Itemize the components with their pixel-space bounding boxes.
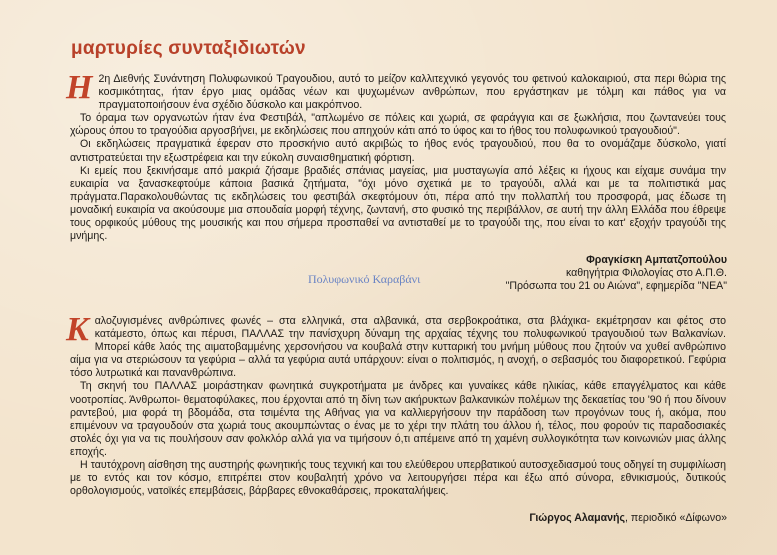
signature-2-name: Γιώργος Αλαμανής <box>529 512 625 524</box>
article-1-paragraph-2: Το όραμα των οργανωτών ήταν ένα Φεστιβάλ, "απλωμένο σε πόλεις και χωριά, σε φαράγγια και σε ξωκλήσια, που ζωντανεύει τους χώρους όπου το τραγούδια αργοσβήνει, με εκδηλώσεις που απηχούν κάτι από το ύφος και το ήθος του πολυφωνικού τραγουδιού". <box>70 112 726 138</box>
signature-2 <box>529 512 727 525</box>
article-2-paragraph-1-text: αλοζυγισμένες ανθρώπινες φωνές – στα ελληνικά, στα αλβανικά, στα σερβοκροάτικα, στα βλάχικα- εκμέτρησαν και φέτος στο κατάμεστο, όπως και πέρυσι, ΠΑΛΛΑΣ την πανίσχυρη δύναμη της αρχαίας τέχνης του πολυφωνικού τραγουδιού των Βαλκανίων. Μπορεί κάθε λαός της αιματοβαμμένης χερσονήσου να κουβαλά στην κυτταρική του μνήμη μύθους που ζητούν να χυθεί ανθρώπινο αίμα για να στεριώσουν τα γεφύρια – αλλά τα γεφύρια αυτά υπάρχουν: είναι ο πολιτισμός, η ανοχή, ο σεβασμός του διαφορετικού. Γεφύρια τόσο λυτρωτικά και πανανθρώπινα. <box>70 315 726 380</box>
article-2 <box>66 311 726 498</box>
dropcap-2: Κ <box>66 311 89 348</box>
signature-1-source: "Πρόσωπα του 21 ου Αιώνα", εφημερίδα "ΝΕΑ" <box>505 280 727 292</box>
signature-1 <box>506 254 727 293</box>
article-2-paragraph-3: Η ταυτόχρονη αίσθηση της αυστηρής φωνητικής τους τεχνική και του ελεύθερου υπερβατικού αυτοσχεδιασμού τους οδηγεί τη συμφιλίωση με το εντός και τον κόσμο, επιτρέπει στον κουβαλητή χρόνο να λειτουργήσει πέρα και έξω από σύνορα, εθνικισμούς, δυτικούς ορθολογισμούς, νατοϊκές επεμβάσεις, βάρβαρες εθνοκαθάρσεις, προκαταλήψεις. <box>70 459 726 498</box>
signature-1-title: καθηγήτρια Φιλολογίας στο Α.Π.Θ. <box>566 267 727 279</box>
signature-1-name: Φραγκίσκη Αμπατζοπούλου <box>586 254 727 266</box>
article-1-paragraph-3: Οι εκδηλώσεις πραγματικά έφεραν στο προσκήνιο αυτό ακριβώς το ήθος ενός τραγουδιού, που θα το ονομάζαμε δύσκολο, γιατί αντιστρατεύεται την εξωστρέφεια και την εύκολη συναισθηματική φόρτιση. <box>70 138 726 164</box>
section-title: μαρτυρίες συνταξιδιωτών <box>71 38 306 59</box>
article-2-paragraph-1 <box>66 311 726 380</box>
dropcap-1: Η <box>66 69 93 106</box>
watermark-label: Πολυφωνικό Καραβάνι <box>308 272 421 286</box>
article-1-paragraph-1-text: 2η Διεθνής Συνάντηση Πολυφωνικού Τραγουδιου, αυτό το μείζον καλλιτεχνικό γεγονός του φετινού καλοκαιριού, στα περι θώρια της κοσμικότητας, ήταν έργο μιας ομάδας νέων και ψυχωμένων ανθρώπων, που εργάστηκαν με τόλμη και πάθος για να πραγματοποιήσουν ένα σχέδιο δύσκολο και μακρόπνοο. <box>98 73 726 112</box>
article-1-paragraph-1 <box>66 69 726 112</box>
article-1 <box>66 69 726 243</box>
signature-2-publication: , περιοδικό «Δίφωνο» <box>625 512 727 524</box>
article-1-paragraph-4: Κι εμείς που ξεκινήσαμε από μακριά ζήσαμε βραδιές σπάνιας μαγείας, μια μυσταγωγία από λέξεις κι ήχους και είχαμε συνάμα την ευκαιρία να ξανασκεφτούμε κάποια βασικά ζητήματα, "όχι μόνο σχετικά με το τραγούδι, αλλά και με τα πολιτιστικά μας πράγματα.Παρακολουθώντας τις εκδηλώσεις του φεστιβάλ σκεφτόμουν ότι, πέρα από την πολλαπλή του προσφορά, μας έδωσε τη μοναδική ευκαιρία να ακούσουμε μια σπουδαία μορφή τέχνης, ζωντανή, στο φυσικό της περιβάλλον, σε αυτή την άλλη Ελλάδα που έθρεψε τους ορφικούς μύθους της μουσικής και που σήμερα προσπαθεί να αντισταθεί με το τραγούδι της, που είναι το κατ' εξοχήν τραγούδι της μνήμης. <box>70 164 726 243</box>
article-2-paragraph-2: Τη σκηνή του ΠΑΛΛΑΣ μοιράστηκαν φωνητικά συγκροτήματα με άνδρες και γυναίκες κάθε ηλικίας, κάθε επαγγέλματος και κάθε νοοτροπίας. Άνθρωποι- θεματοφύλακες, που έρχονται από τη δίνη των ακήρυκτων βαλκανικών πολέμων της δεκαετίας του '90 ή που δίνουν ραντεβού, μια φορά τη βδομάδα, στα τσιμέντα της Αθήνας για να καλλιεργήσουν την παράδοση των προγόνων τους ή, ακόμα, που επιμένουν να τραγουδούν στα χωριά τους ακουμπώντας ο ένας με το χέρι την πλάτη του άλλου ή, τέλος, που φορούν τις παραδοσιακές στολές όχι για να τις πουλήσουν σαν φολκλόρ αλλά για να τιμήσουν ό,τι απέμεινε από τη χαμένη συλλογικότητα των κοινωνιών μιας άλλης εποχής. <box>70 380 726 458</box>
